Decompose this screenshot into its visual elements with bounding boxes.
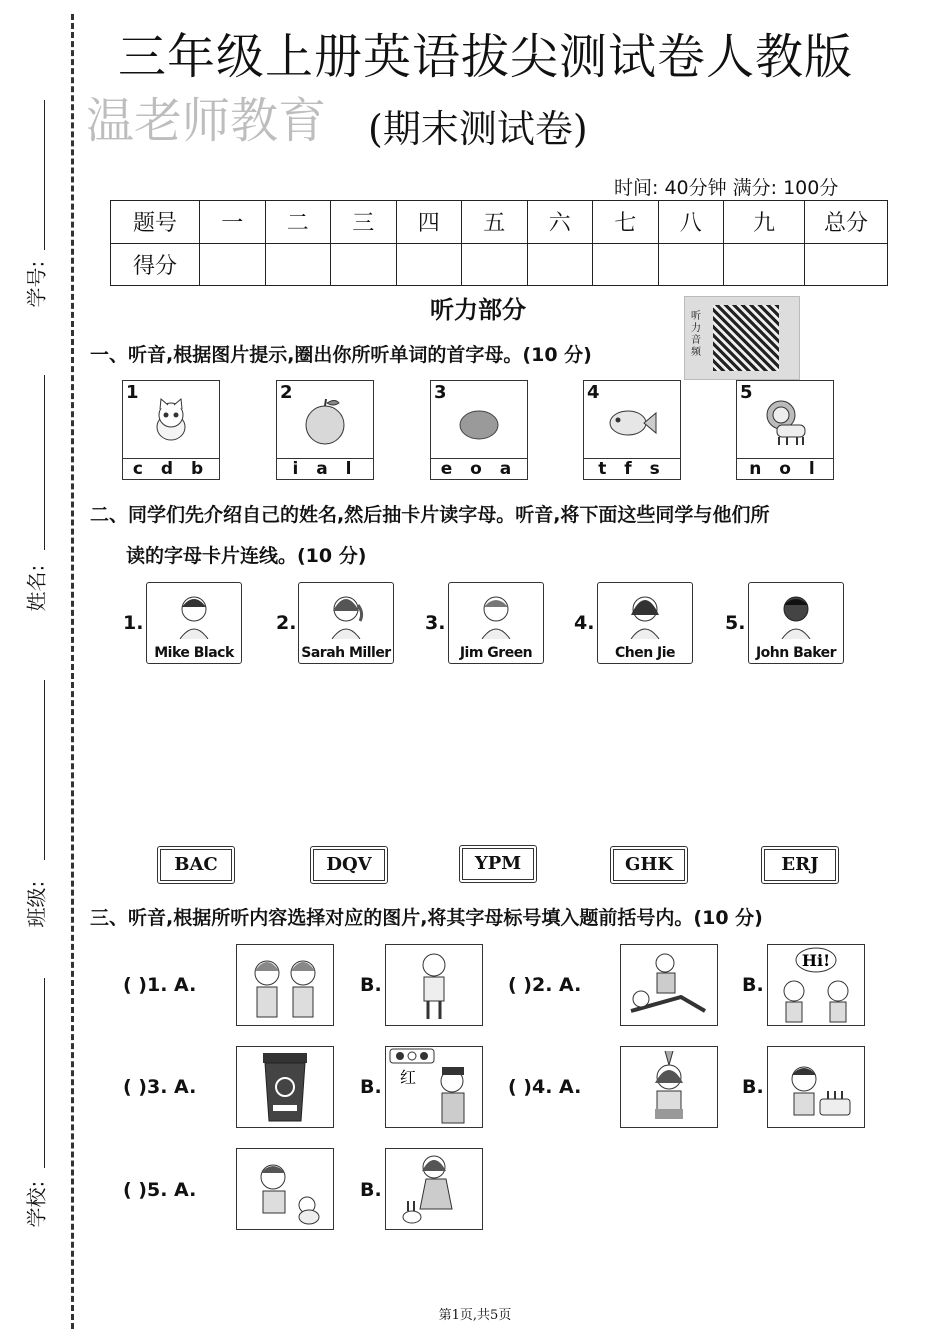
q1-letters: i a l [277, 458, 373, 479]
score-header-cell: 七 [593, 201, 659, 244]
school-label: 学校: [24, 1180, 49, 1228]
girl-avatar-icon [326, 591, 366, 639]
class-label: 班级: [24, 880, 49, 928]
letter-card[interactable]: GHK [610, 846, 688, 884]
trash-bin-icon [237, 1047, 333, 1127]
person-number: 3. [425, 612, 446, 634]
score-cell[interactable] [658, 243, 724, 286]
person-card [448, 582, 544, 664]
q1-letters: t f s [584, 458, 680, 479]
score-header-cell: 八 [658, 201, 724, 244]
question-2-text-line1: 二、同学们先介绍自己的姓名,然后抽卡片读字母。听音,将下面这些同学与他们所 [90, 504, 770, 526]
two-girls-icon [237, 945, 333, 1025]
score-header-cell: 题号 [111, 201, 200, 244]
apple-icon [299, 395, 351, 447]
score-header-cell: 九 [724, 201, 805, 244]
score-cell[interactable] [527, 243, 593, 286]
q1-card-number: 2 [280, 382, 293, 403]
boy-standing-icon [386, 945, 482, 1025]
score-header-cell: 三 [331, 201, 397, 244]
question-2-text-line2: 读的字母卡片连线。(10 分) [126, 545, 367, 567]
score-header-cell: 二 [265, 201, 331, 244]
q1-letters: c d b [123, 458, 219, 479]
person-card [146, 582, 242, 664]
lion-icon [759, 395, 811, 447]
children-playing-icon [621, 945, 717, 1025]
traffic-police-icon [386, 1047, 482, 1127]
score-cell[interactable] [200, 243, 266, 286]
girl-avatar-icon [625, 591, 665, 639]
option-b-label: B. [360, 1179, 382, 1201]
qr-pattern [713, 305, 779, 371]
option-a-image[interactable] [620, 944, 718, 1026]
q1-card [276, 380, 374, 480]
answer-paren[interactable]: ( )1. A. [123, 974, 197, 996]
score-header-cell: 五 [462, 201, 528, 244]
watermark: 温老师教育 [86, 93, 327, 149]
person-card [597, 582, 693, 664]
person-name: Mike Black [154, 645, 234, 661]
option-b-image[interactable] [767, 1046, 865, 1128]
option-b-label: B. [742, 974, 764, 996]
binding-dashed-line [71, 14, 74, 1329]
person-name: Chen Jie [614, 645, 676, 661]
student-id-label: 学号: [24, 260, 49, 308]
q1-letters: n o l [737, 458, 833, 479]
person-card [748, 582, 844, 664]
girl-birthday-icon [621, 1047, 717, 1127]
letter-card[interactable]: YPM [459, 845, 537, 883]
q1-card [122, 380, 220, 480]
boy-with-cat-icon [237, 1149, 333, 1229]
time-score-info: 时间: 40分钟 满分: 100分 [614, 177, 839, 199]
q1-letters: e o a [431, 458, 527, 479]
girl-with-rabbit-icon [386, 1149, 482, 1229]
score-header-cell: 一 [200, 201, 266, 244]
score-table [110, 200, 888, 286]
score-table-header-row [111, 201, 888, 244]
person-number: 4. [574, 612, 595, 634]
speech-bubble-text: Hi! [801, 951, 831, 970]
score-cell[interactable] [265, 243, 331, 286]
person-name: Jim Green [459, 645, 533, 661]
person-number: 1. [123, 612, 144, 634]
egg-icon [453, 395, 505, 447]
score-header-cell: 四 [396, 201, 462, 244]
name-line [44, 375, 45, 550]
score-cell[interactable] [396, 243, 462, 286]
option-a-image[interactable] [236, 1148, 334, 1230]
qr-label: 听力音频 [691, 311, 701, 358]
page-footer: 第1页,共5页 [438, 1308, 512, 1323]
q1-card-number: 3 [434, 382, 447, 403]
option-a-image[interactable] [620, 1046, 718, 1128]
score-cell[interactable] [593, 243, 659, 286]
question-3-text: 三、听音,根据所听内容选择对应的图片,将其字母标号填入题前括号内。(10 分) [90, 907, 763, 929]
page-subtitle: (期末测试卷) [368, 107, 588, 151]
cat-icon [145, 395, 197, 447]
letter-card[interactable]: BAC [157, 846, 235, 884]
option-b-label: B. [360, 1076, 382, 1098]
person-number: 2. [276, 612, 297, 634]
score-cell[interactable] [331, 243, 397, 286]
question-1-text: 一、听音,根据图片提示,圈出你所听单词的首字母。(10 分) [90, 344, 592, 366]
option-b-label: B. [360, 974, 382, 996]
option-b-image[interactable] [385, 944, 483, 1026]
q1-card-number: 5 [740, 382, 753, 403]
red-light-text: 红 [400, 1068, 417, 1087]
option-a-image[interactable] [236, 1046, 334, 1128]
student-id-line [44, 100, 45, 250]
score-header-cell: 六 [527, 201, 593, 244]
option-a-image[interactable] [236, 944, 334, 1026]
person-name: John Baker [755, 645, 837, 661]
q1-card [736, 380, 834, 480]
answer-paren[interactable]: ( )3. A. [123, 1076, 197, 1098]
q1-card [583, 380, 681, 480]
q1-card-number: 4 [587, 382, 600, 403]
listening-section-title: 听力部分 [430, 296, 526, 324]
boy-avatar-icon [476, 591, 516, 639]
letter-card[interactable]: DQV [310, 846, 388, 884]
answer-paren[interactable]: ( )5. A. [123, 1179, 197, 1201]
person-name: Sarah Miller [301, 645, 391, 661]
score-header-cell: 总分 [805, 201, 888, 244]
answer-paren[interactable]: ( )2. A. [508, 974, 582, 996]
score-cell[interactable] [724, 243, 805, 286]
boy-avatar-icon [776, 591, 816, 639]
class-line [44, 680, 45, 860]
score-row-label: 得分 [111, 243, 200, 286]
qr-code-icon[interactable] [684, 296, 800, 380]
boy-avatar-icon [174, 591, 214, 639]
option-b-image[interactable] [385, 1046, 483, 1128]
score-cell[interactable] [805, 243, 888, 286]
score-table-row [111, 243, 888, 286]
score-cell[interactable] [462, 243, 528, 286]
kids-greeting-icon [768, 945, 864, 1025]
boy-cake-icon [768, 1047, 864, 1127]
option-b-image[interactable] [767, 944, 865, 1026]
letter-card[interactable]: ERJ [761, 846, 839, 884]
school-line [44, 978, 45, 1168]
answer-paren[interactable]: ( )4. A. [508, 1076, 582, 1098]
option-b-label: B. [742, 1076, 764, 1098]
option-b-image[interactable] [385, 1148, 483, 1230]
person-number: 5. [725, 612, 746, 634]
page-title: 三年级上册英语拔尖测试卷人教版 [118, 29, 854, 85]
name-label: 姓名: [24, 564, 49, 612]
q1-card [430, 380, 528, 480]
q1-card-number: 1 [126, 382, 139, 403]
fish-icon [606, 395, 658, 447]
person-card [298, 582, 394, 664]
